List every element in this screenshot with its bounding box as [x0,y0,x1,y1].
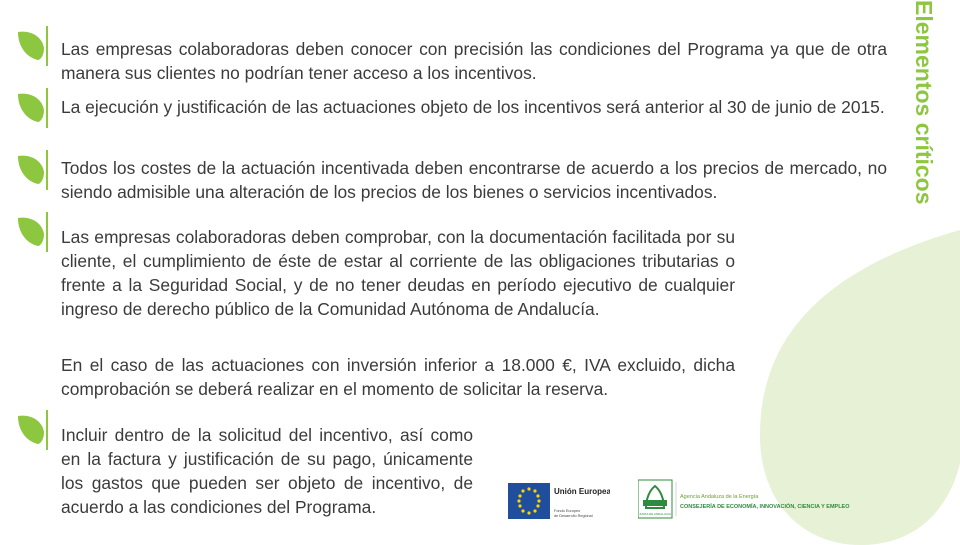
eu-title: Unión Europea [554,487,610,496]
consejeria-name: CONSEJERÍA DE ECONOMÍA, INNOVACIÓN, CIENCIA Y EMPLEO [680,504,850,510]
eu-logo [508,478,610,522]
paragraph-4: Las empresas colaboradoras deben comprobar, con la documentación facilitada por su cliente, el cumplimiento de éste de estar al corriente de las obligaciones tributarias o frente a la Seguridad Social, y de no tener deudas en período ejecutivo de cualquier ingreso de derecho público de la Comunidad Autónoma de Andalucía. [61,227,735,319]
eu-subtitle-2: de Desarrollo Regional [554,514,593,518]
junta-label: JUNTA DE ANDALUCIA [638,512,672,516]
paragraph-5: En el caso de las actuaciones con inversión inferior a 18.000 €, IVA excluido, dicha comprobación se deberá realizar en el momento de solicitar la reserva. [61,355,735,399]
leaf-bullet-icon [18,26,48,66]
side-title: Elementos críticos [911,0,937,205]
junta-andalucia-logo [638,478,858,522]
leaf-bullet-icon [18,88,48,128]
junta-emblem-icon [638,478,858,522]
paragraph-6: Incluir dentro de la solicitud del incentivo, así como en la factura y justificación de su pago, únicamente los gastos que pueden ser objeto de incentivo, de acuerdo a las condiciones del Programa. [61,425,473,517]
paragraph-2: La ejecución y justificación de las actuaciones objeto de los incentivos será anterior al 30 de junio de 2015. [61,97,885,117]
eu-subtitle-1: Fondo Europeo [554,509,581,513]
paragraph-1: Las empresas colaboradoras deben conocer con precisión las condiciones del Programa ya que de otra manera sus clientes no podrían tener acceso a los incentivos. [61,39,887,83]
leaf-bullet-icon [18,150,48,190]
leaf-bullet-icon [18,212,48,252]
leaf-bullet-icon [18,410,48,450]
agency-name: Agencia Andaluza de la Energía [680,494,759,500]
paragraph-3: Todos los costes de la actuación incentivada deben encontrarse de acuerdo a los precios de mercado, no siendo admisible una alteración de los precios de los bienes o servicios incentivados. [61,158,887,202]
eu-flag-icon [508,478,610,522]
